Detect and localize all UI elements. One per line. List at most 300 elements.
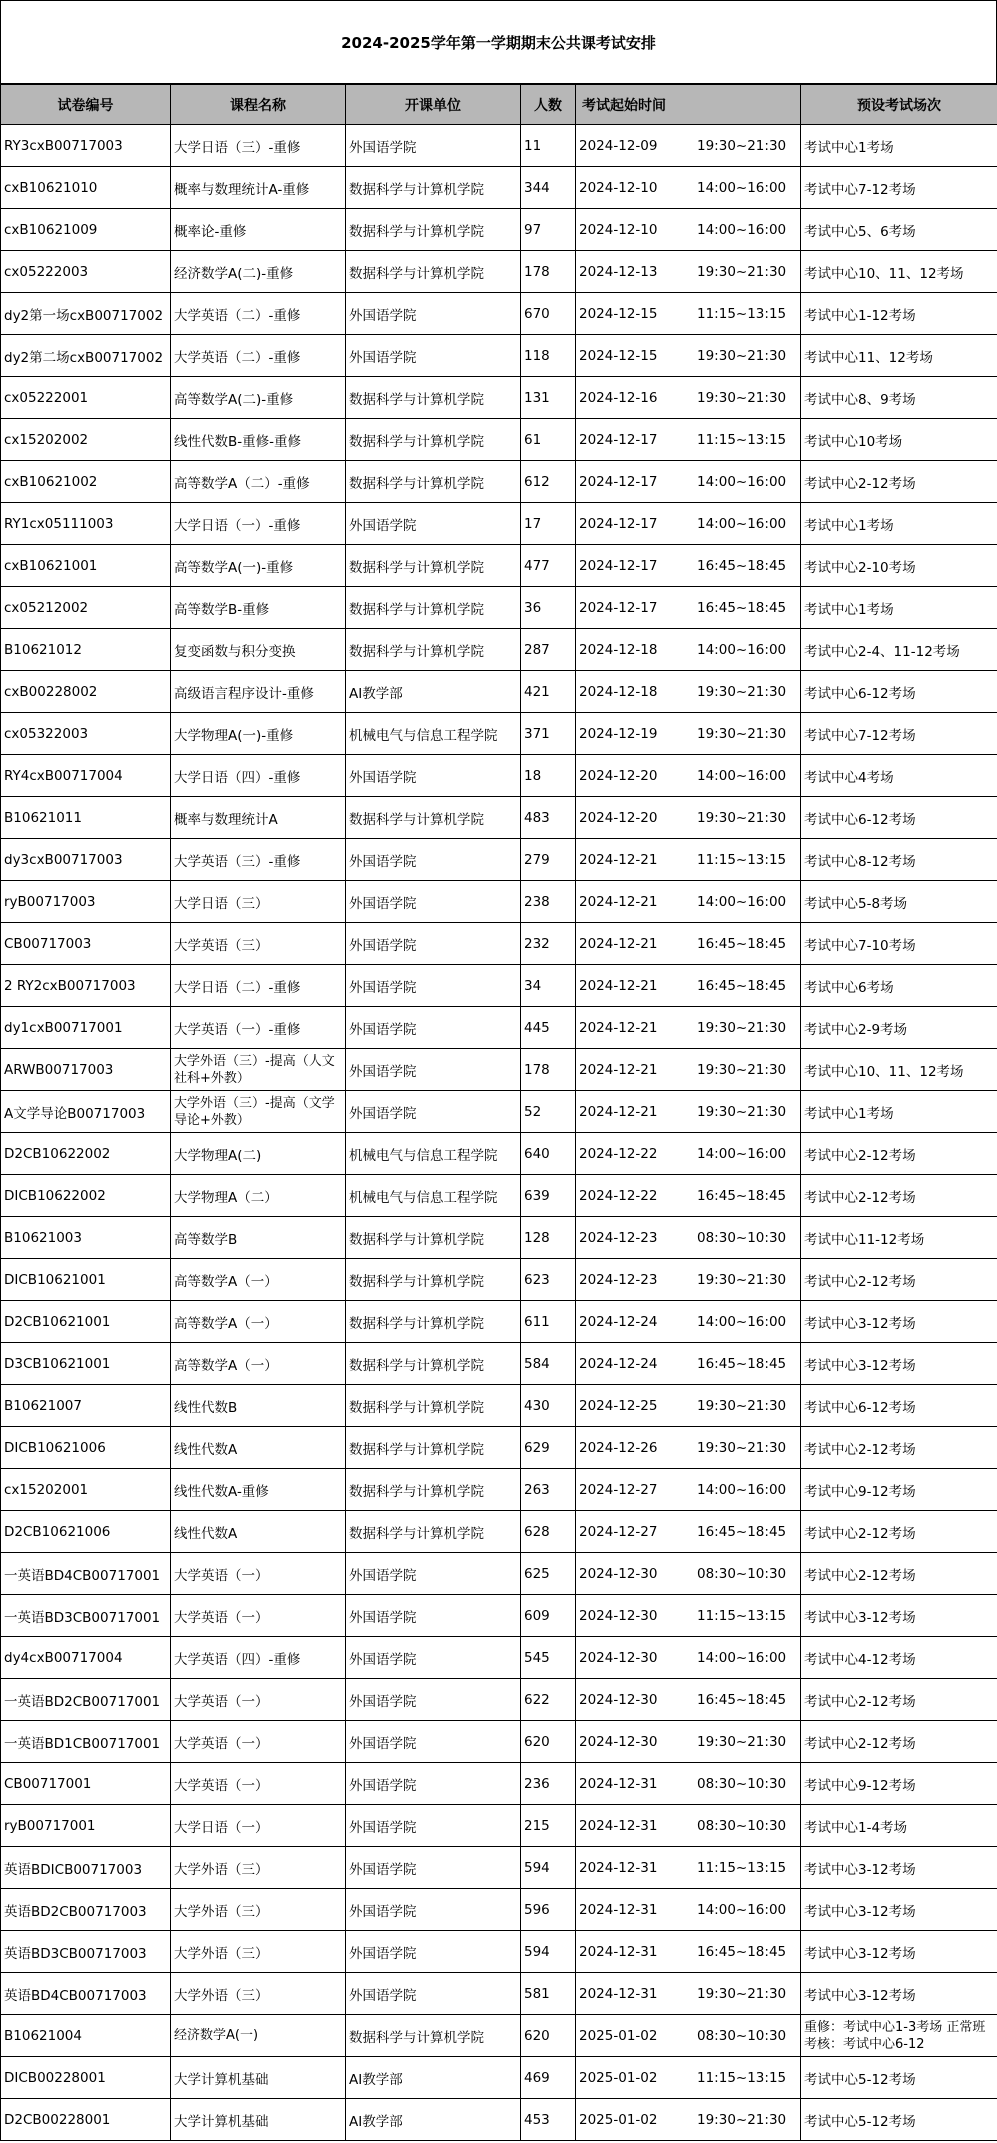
cell-dept: 外国语学院 [346, 293, 521, 335]
cell-count: 215 [521, 1805, 576, 1847]
table-row [1, 1091, 997, 1133]
cell-venue: 考试中心4考场 [801, 755, 997, 797]
exam-time-range: 16:45~18:45 [697, 1523, 787, 1540]
cell-dept: 外国语学院 [346, 125, 521, 167]
cell-course: 大学物理A(一)-重修 [171, 713, 346, 755]
cell-exam-time [576, 881, 801, 923]
exam-time-range: 14:00~16:00 [697, 1901, 787, 1918]
exam-date: 2024-12-31 [579, 1859, 658, 1876]
cell-exam-time [576, 1385, 801, 1427]
cell-venue: 考试中心9-12考场 [801, 1469, 997, 1511]
exam-time-range: 16:45~18:45 [697, 1691, 787, 1708]
cell-venue: 考试中心7-12考场 [801, 167, 997, 209]
cell-course: 线性代数A-重修 [171, 1469, 346, 1511]
cell-dept: 外国语学院 [346, 503, 521, 545]
table-row [1, 1721, 997, 1763]
cell-dept: 数据科学与计算机学院 [346, 251, 521, 293]
table-row [1, 1553, 997, 1595]
table-row [1, 587, 997, 629]
cell-course: 大学日语（三）-重修 [171, 125, 346, 167]
table-row [1, 1049, 997, 1091]
cell-course: 大学外语（三）-提高（文学导论+外教） [171, 1091, 346, 1133]
cell-count: 584 [521, 1343, 576, 1385]
cell-exam-time [576, 1805, 801, 1847]
cell-code: cxB10621010 [1, 167, 171, 209]
cell-dept: 外国语学院 [346, 1595, 521, 1637]
cell-code: DICB10621006 [1, 1427, 171, 1469]
cell-exam-time [576, 251, 801, 293]
cell-dept: 外国语学院 [346, 1763, 521, 1805]
cell-exam-time [576, 1175, 801, 1217]
cell-exam-time [576, 1217, 801, 1259]
cell-code: D3CB10621001 [1, 1343, 171, 1385]
exam-time-range: 08:30~10:30 [697, 2027, 787, 2044]
cell-code: cxB10621009 [1, 209, 171, 251]
cell-venue: 考试中心2-12考场 [801, 1427, 997, 1469]
exam-time-range: 14:00~16:00 [697, 767, 787, 784]
exam-time-range: 19:30~21:30 [697, 809, 787, 826]
cell-dept: 数据科学与计算机学院 [346, 587, 521, 629]
exam-time-range: 19:30~21:30 [697, 2111, 787, 2128]
cell-course: 高等数学A（二）-重修 [171, 461, 346, 503]
cell-exam-time [576, 293, 801, 335]
exam-date: 2024-12-21 [579, 851, 658, 868]
cell-count: 371 [521, 713, 576, 755]
cell-code: A文学导论B00717003 [1, 1091, 171, 1133]
cell-course: 大学英语（一） [171, 1553, 346, 1595]
exam-time-range: 08:30~10:30 [697, 1817, 787, 1834]
cell-exam-time [576, 1133, 801, 1175]
cell-course: 大学日语（一）-重修 [171, 503, 346, 545]
table-row [1, 1679, 997, 1721]
cell-count: 609 [521, 1595, 576, 1637]
cell-course: 大学英语（三） [171, 923, 346, 965]
table-row [1, 1007, 997, 1049]
cell-code: cx15202001 [1, 1469, 171, 1511]
cell-venue: 考试中心6考场 [801, 965, 997, 1007]
exam-time-range: 14:00~16:00 [697, 1481, 787, 1498]
table-row [1, 1511, 997, 1553]
cell-code: DICB00228001 [1, 2057, 171, 2099]
exam-time-range: 11:15~13:15 [697, 305, 787, 322]
cell-exam-time [576, 797, 801, 839]
cell-count: 453 [521, 2099, 576, 2141]
table-row [1, 671, 997, 713]
table-row [1, 1343, 997, 1385]
cell-count: 52 [521, 1091, 576, 1133]
exam-date: 2024-12-30 [579, 1649, 658, 1666]
exam-time-range: 11:15~13:15 [697, 2069, 787, 2086]
cell-count: 34 [521, 965, 576, 1007]
exam-date: 2024-12-17 [579, 431, 658, 448]
exam-date: 2024-12-10 [579, 221, 658, 238]
cell-code: D2CB00228001 [1, 2099, 171, 2141]
cell-venue: 重修：考试中心1-3考场 正常班考核：考试中心6-12 [801, 2015, 997, 2057]
cell-course: 概率论-重修 [171, 209, 346, 251]
cell-count: 670 [521, 293, 576, 335]
table-row [1, 629, 997, 671]
exam-date: 2024-12-20 [579, 767, 658, 784]
cell-code: 一英语BD2CB00717001 [1, 1679, 171, 1721]
table-row [1, 209, 997, 251]
cell-exam-time [576, 1721, 801, 1763]
cell-dept: 数据科学与计算机学院 [346, 377, 521, 419]
cell-dept: 数据科学与计算机学院 [346, 461, 521, 503]
cell-course: 高等数学B-重修 [171, 587, 346, 629]
exam-time-range: 19:30~21:30 [697, 1985, 787, 2002]
header-venue: 预设考试场次 [801, 85, 997, 125]
cell-count: 36 [521, 587, 576, 629]
exam-date: 2024-12-24 [579, 1313, 658, 1330]
cell-course: 高级语言程序设计-重修 [171, 671, 346, 713]
exam-date: 2024-12-30 [579, 1607, 658, 1624]
cell-count: 629 [521, 1427, 576, 1469]
cell-course: 线性代数B [171, 1385, 346, 1427]
cell-venue: 考试中心2-12考场 [801, 1553, 997, 1595]
cell-exam-time [576, 503, 801, 545]
cell-dept: 数据科学与计算机学院 [346, 797, 521, 839]
cell-course: 高等数学B [171, 1217, 346, 1259]
exam-date: 2024-12-21 [579, 935, 658, 952]
cell-count: 483 [521, 797, 576, 839]
exam-date: 2024-12-17 [579, 473, 658, 490]
cell-code: CB00717001 [1, 1763, 171, 1805]
exam-time-range: 19:30~21:30 [697, 1271, 787, 1288]
cell-exam-time [576, 1973, 801, 2015]
cell-code: cxB00228002 [1, 671, 171, 713]
cell-course: 大学英语（二）-重修 [171, 293, 346, 335]
table-row [1, 545, 997, 587]
cell-count: 445 [521, 1007, 576, 1049]
table-row [1, 1805, 997, 1847]
cell-dept: 数据科学与计算机学院 [346, 2015, 521, 2057]
cell-exam-time [576, 629, 801, 671]
cell-venue: 考试中心3-12考场 [801, 1595, 997, 1637]
cell-exam-time [576, 1889, 801, 1931]
cell-code: dy3cxB00717003 [1, 839, 171, 881]
exam-date: 2024-12-31 [579, 1943, 658, 1960]
cell-dept: 外国语学院 [346, 1007, 521, 1049]
cell-dept: 机械电气与信息工程学院 [346, 1133, 521, 1175]
cell-dept: 数据科学与计算机学院 [346, 1217, 521, 1259]
cell-code: B10621011 [1, 797, 171, 839]
cell-dept: 外国语学院 [346, 335, 521, 377]
cell-venue: 考试中心5-12考场 [801, 2057, 997, 2099]
exam-time-range: 08:30~10:30 [697, 1565, 787, 1582]
cell-venue: 考试中心1考场 [801, 503, 997, 545]
cell-dept: 数据科学与计算机学院 [346, 1259, 521, 1301]
cell-course: 大学外语（三） [171, 1889, 346, 1931]
cell-dept: 数据科学与计算机学院 [346, 209, 521, 251]
cell-count: 118 [521, 335, 576, 377]
table-row [1, 1931, 997, 1973]
cell-dept: 外国语学院 [346, 1553, 521, 1595]
cell-exam-time [576, 2057, 801, 2099]
cell-venue: 考试中心5-12考场 [801, 2099, 997, 2141]
cell-dept: 外国语学院 [346, 1091, 521, 1133]
cell-dept: 数据科学与计算机学院 [346, 1511, 521, 1553]
exam-time-range: 08:30~10:30 [697, 1775, 787, 1792]
cell-exam-time [576, 1931, 801, 1973]
exam-date: 2024-12-09 [579, 137, 658, 154]
cell-count: 594 [521, 1931, 576, 1973]
table-row [1, 1385, 997, 1427]
exam-time-range: 16:45~18:45 [697, 1355, 787, 1372]
table-row [1, 1427, 997, 1469]
exam-time-range: 14:00~16:00 [697, 1649, 787, 1666]
cell-exam-time [576, 1259, 801, 1301]
cell-count: 238 [521, 881, 576, 923]
cell-venue: 考试中心2-4、11-12考场 [801, 629, 997, 671]
exam-time-range: 14:00~16:00 [697, 473, 787, 490]
cell-count: 581 [521, 1973, 576, 2015]
cell-code: CB00717003 [1, 923, 171, 965]
cell-venue: 考试中心8-12考场 [801, 839, 997, 881]
cell-exam-time [576, 1469, 801, 1511]
exam-time-range: 14:00~16:00 [697, 515, 787, 532]
cell-exam-time [576, 125, 801, 167]
table-row [1, 1133, 997, 1175]
cell-count: 628 [521, 1511, 576, 1553]
exam-date: 2024-12-27 [579, 1481, 658, 1498]
exam-date: 2024-12-21 [579, 893, 658, 910]
cell-venue: 考试中心1-12考场 [801, 293, 997, 335]
cell-course: 经济数学A(一) [171, 2015, 346, 2057]
table-row [1, 503, 997, 545]
exam-date: 2024-12-22 [579, 1145, 658, 1162]
table-row [1, 377, 997, 419]
table-row [1, 755, 997, 797]
exam-time-range: 16:45~18:45 [697, 935, 787, 952]
exam-date: 2024-12-19 [579, 725, 658, 742]
cell-code: 英语BD3CB00717003 [1, 1931, 171, 1973]
cell-course: 大学外语（三）-提高（人文社科+外教） [171, 1049, 346, 1091]
cell-count: 469 [521, 2057, 576, 2099]
cell-dept: 外国语学院 [346, 1847, 521, 1889]
exam-time-range: 19:30~21:30 [697, 263, 787, 280]
exam-time-range: 14:00~16:00 [697, 1145, 787, 1162]
cell-venue: 考试中心5、6考场 [801, 209, 997, 251]
cell-course: 大学物理A(二) [171, 1133, 346, 1175]
exam-time-range: 11:15~13:15 [697, 1607, 787, 1624]
cell-dept: 数据科学与计算机学院 [346, 1301, 521, 1343]
cell-code: B10621012 [1, 629, 171, 671]
cell-count: 131 [521, 377, 576, 419]
cell-count: 17 [521, 503, 576, 545]
cell-course: 大学计算机基础 [171, 2057, 346, 2099]
table-row [1, 1217, 997, 1259]
cell-course: 大学外语（三） [171, 1931, 346, 1973]
cell-venue: 考试中心11-12考场 [801, 1217, 997, 1259]
cell-course: 大学英语（一） [171, 1595, 346, 1637]
exam-time-range: 14:00~16:00 [697, 1313, 787, 1330]
cell-count: 279 [521, 839, 576, 881]
header-dept: 开课单位 [346, 85, 521, 125]
cell-venue: 考试中心10、11、12考场 [801, 251, 997, 293]
cell-course: 大学英语（二）-重修 [171, 335, 346, 377]
cell-venue: 考试中心9-12考场 [801, 1763, 997, 1805]
table-row [1, 1973, 997, 2015]
header-course: 课程名称 [171, 85, 346, 125]
cell-count: 97 [521, 209, 576, 251]
cell-dept: 外国语学院 [346, 1049, 521, 1091]
cell-exam-time [576, 671, 801, 713]
cell-course: 大学物理A（二） [171, 1175, 346, 1217]
cell-code: B10621004 [1, 2015, 171, 2057]
exam-time-range: 19:30~21:30 [697, 1019, 787, 1036]
table-row [1, 1301, 997, 1343]
cell-venue: 考试中心10、11、12考场 [801, 1049, 997, 1091]
cell-code: cx05222003 [1, 251, 171, 293]
cell-dept: 外国语学院 [346, 755, 521, 797]
cell-code: 英语BDICB00717003 [1, 1847, 171, 1889]
cell-count: 594 [521, 1847, 576, 1889]
cell-count: 232 [521, 923, 576, 965]
cell-venue: 考试中心11、12考场 [801, 335, 997, 377]
exam-date: 2024-12-30 [579, 1565, 658, 1582]
cell-code: D2CB10621001 [1, 1301, 171, 1343]
cell-course: 复变函数与积分变换 [171, 629, 346, 671]
table-row [1, 1847, 997, 1889]
cell-count: 236 [521, 1763, 576, 1805]
cell-code: dy4cxB00717004 [1, 1637, 171, 1679]
cell-dept: 外国语学院 [346, 1679, 521, 1721]
cell-dept: 外国语学院 [346, 965, 521, 1007]
cell-dept: 数据科学与计算机学院 [346, 1385, 521, 1427]
cell-count: 611 [521, 1301, 576, 1343]
exam-time-range: 08:30~10:30 [697, 1229, 787, 1246]
cell-exam-time [576, 965, 801, 1007]
exam-time-range: 14:00~16:00 [697, 221, 787, 238]
cell-dept: AI教学部 [346, 2099, 521, 2141]
table-row [1, 881, 997, 923]
cell-exam-time [576, 167, 801, 209]
cell-count: 477 [521, 545, 576, 587]
cell-exam-time [576, 1637, 801, 1679]
cell-dept: 机械电气与信息工程学院 [346, 713, 521, 755]
cell-course: 线性代数A [171, 1511, 346, 1553]
cell-dept: 外国语学院 [346, 1973, 521, 2015]
cell-course: 线性代数A [171, 1427, 346, 1469]
table-row [1, 1889, 997, 1931]
table-row [1, 1175, 997, 1217]
exam-time-range: 14:00~16:00 [697, 179, 787, 196]
cell-course: 大学英语（一） [171, 1721, 346, 1763]
cell-count: 622 [521, 1679, 576, 1721]
cell-code: DICB10621001 [1, 1259, 171, 1301]
cell-count: 596 [521, 1889, 576, 1931]
cell-venue: 考试中心6-12考场 [801, 1385, 997, 1427]
header-code: 试卷编号 [1, 85, 171, 125]
cell-code: 英语BD4CB00717003 [1, 1973, 171, 2015]
exam-time-range: 19:30~21:30 [697, 1397, 787, 1414]
exam-time-range: 19:30~21:30 [697, 389, 787, 406]
cell-dept: 外国语学院 [346, 923, 521, 965]
exam-date: 2025-01-02 [579, 2069, 658, 2086]
cell-code: cxB10621002 [1, 461, 171, 503]
cell-course: 概率与数理统计A-重修 [171, 167, 346, 209]
table-row [1, 1763, 997, 1805]
cell-course: 大学外语（三） [171, 1847, 346, 1889]
exam-date: 2024-12-16 [579, 389, 658, 406]
cell-code: B10621003 [1, 1217, 171, 1259]
table-row [1, 251, 997, 293]
cell-code: ryB00717001 [1, 1805, 171, 1847]
cell-venue: 考试中心4-12考场 [801, 1637, 997, 1679]
exam-date: 2024-12-31 [579, 1985, 658, 2002]
cell-dept: AI教学部 [346, 671, 521, 713]
cell-code: RY4cxB00717004 [1, 755, 171, 797]
cell-venue: 考试中心3-12考场 [801, 1973, 997, 2015]
exam-date: 2024-12-18 [579, 641, 658, 658]
exam-time-range: 14:00~16:00 [697, 641, 787, 658]
cell-course: 大学日语（四）-重修 [171, 755, 346, 797]
cell-course: 经济数学A(二)-重修 [171, 251, 346, 293]
table-row [1, 335, 997, 377]
cell-venue: 考试中心2-12考场 [801, 1679, 997, 1721]
exam-time-range: 16:45~18:45 [697, 1943, 787, 1960]
cell-course: 大学日语（三） [171, 881, 346, 923]
cell-exam-time [576, 1007, 801, 1049]
table-row [1, 125, 997, 167]
cell-count: 421 [521, 671, 576, 713]
cell-dept: 数据科学与计算机学院 [346, 1469, 521, 1511]
cell-code: RY1cx05111003 [1, 503, 171, 545]
cell-exam-time [576, 1427, 801, 1469]
page-title: 2024-2025学年第一学期期末公共课考试安排 [0, 0, 997, 84]
cell-count: 639 [521, 1175, 576, 1217]
cell-code: dy2第一场cxB00717002 [1, 293, 171, 335]
cell-venue: 考试中心7-12考场 [801, 713, 997, 755]
exam-date: 2024-12-23 [579, 1229, 658, 1246]
cell-exam-time [576, 1091, 801, 1133]
cell-venue: 考试中心10考场 [801, 419, 997, 461]
cell-venue: 考试中心2-12考场 [801, 1511, 997, 1553]
cell-exam-time [576, 923, 801, 965]
cell-course: 大学外语（三） [171, 1973, 346, 2015]
cell-exam-time [576, 1595, 801, 1637]
table-row [1, 1637, 997, 1679]
cell-exam-time [576, 1763, 801, 1805]
cell-code: cx15202002 [1, 419, 171, 461]
cell-venue: 考试中心1考场 [801, 125, 997, 167]
cell-exam-time [576, 839, 801, 881]
cell-exam-time [576, 2099, 801, 2141]
exam-date: 2024-12-31 [579, 1901, 658, 1918]
cell-count: 18 [521, 755, 576, 797]
cell-venue: 考试中心3-12考场 [801, 1889, 997, 1931]
header-time: 考试起始时间 [576, 85, 801, 125]
cell-exam-time [576, 335, 801, 377]
table-row [1, 167, 997, 209]
cell-count: 344 [521, 167, 576, 209]
exam-time-range: 19:30~21:30 [697, 1439, 787, 1456]
table-row [1, 1259, 997, 1301]
cell-exam-time [576, 1553, 801, 1595]
cell-exam-time [576, 1049, 801, 1091]
cell-venue: 考试中心2-12考场 [801, 1175, 997, 1217]
cell-count: 623 [521, 1259, 576, 1301]
cell-venue: 考试中心3-12考场 [801, 1301, 997, 1343]
cell-venue: 考试中心1考场 [801, 587, 997, 629]
cell-dept: 数据科学与计算机学院 [346, 419, 521, 461]
cell-count: 263 [521, 1469, 576, 1511]
cell-count: 612 [521, 461, 576, 503]
cell-venue: 考试中心3-12考场 [801, 1931, 997, 1973]
cell-venue: 考试中心3-12考场 [801, 1847, 997, 1889]
table-header-row [1, 85, 997, 125]
exam-time-range: 19:30~21:30 [697, 1061, 787, 1078]
